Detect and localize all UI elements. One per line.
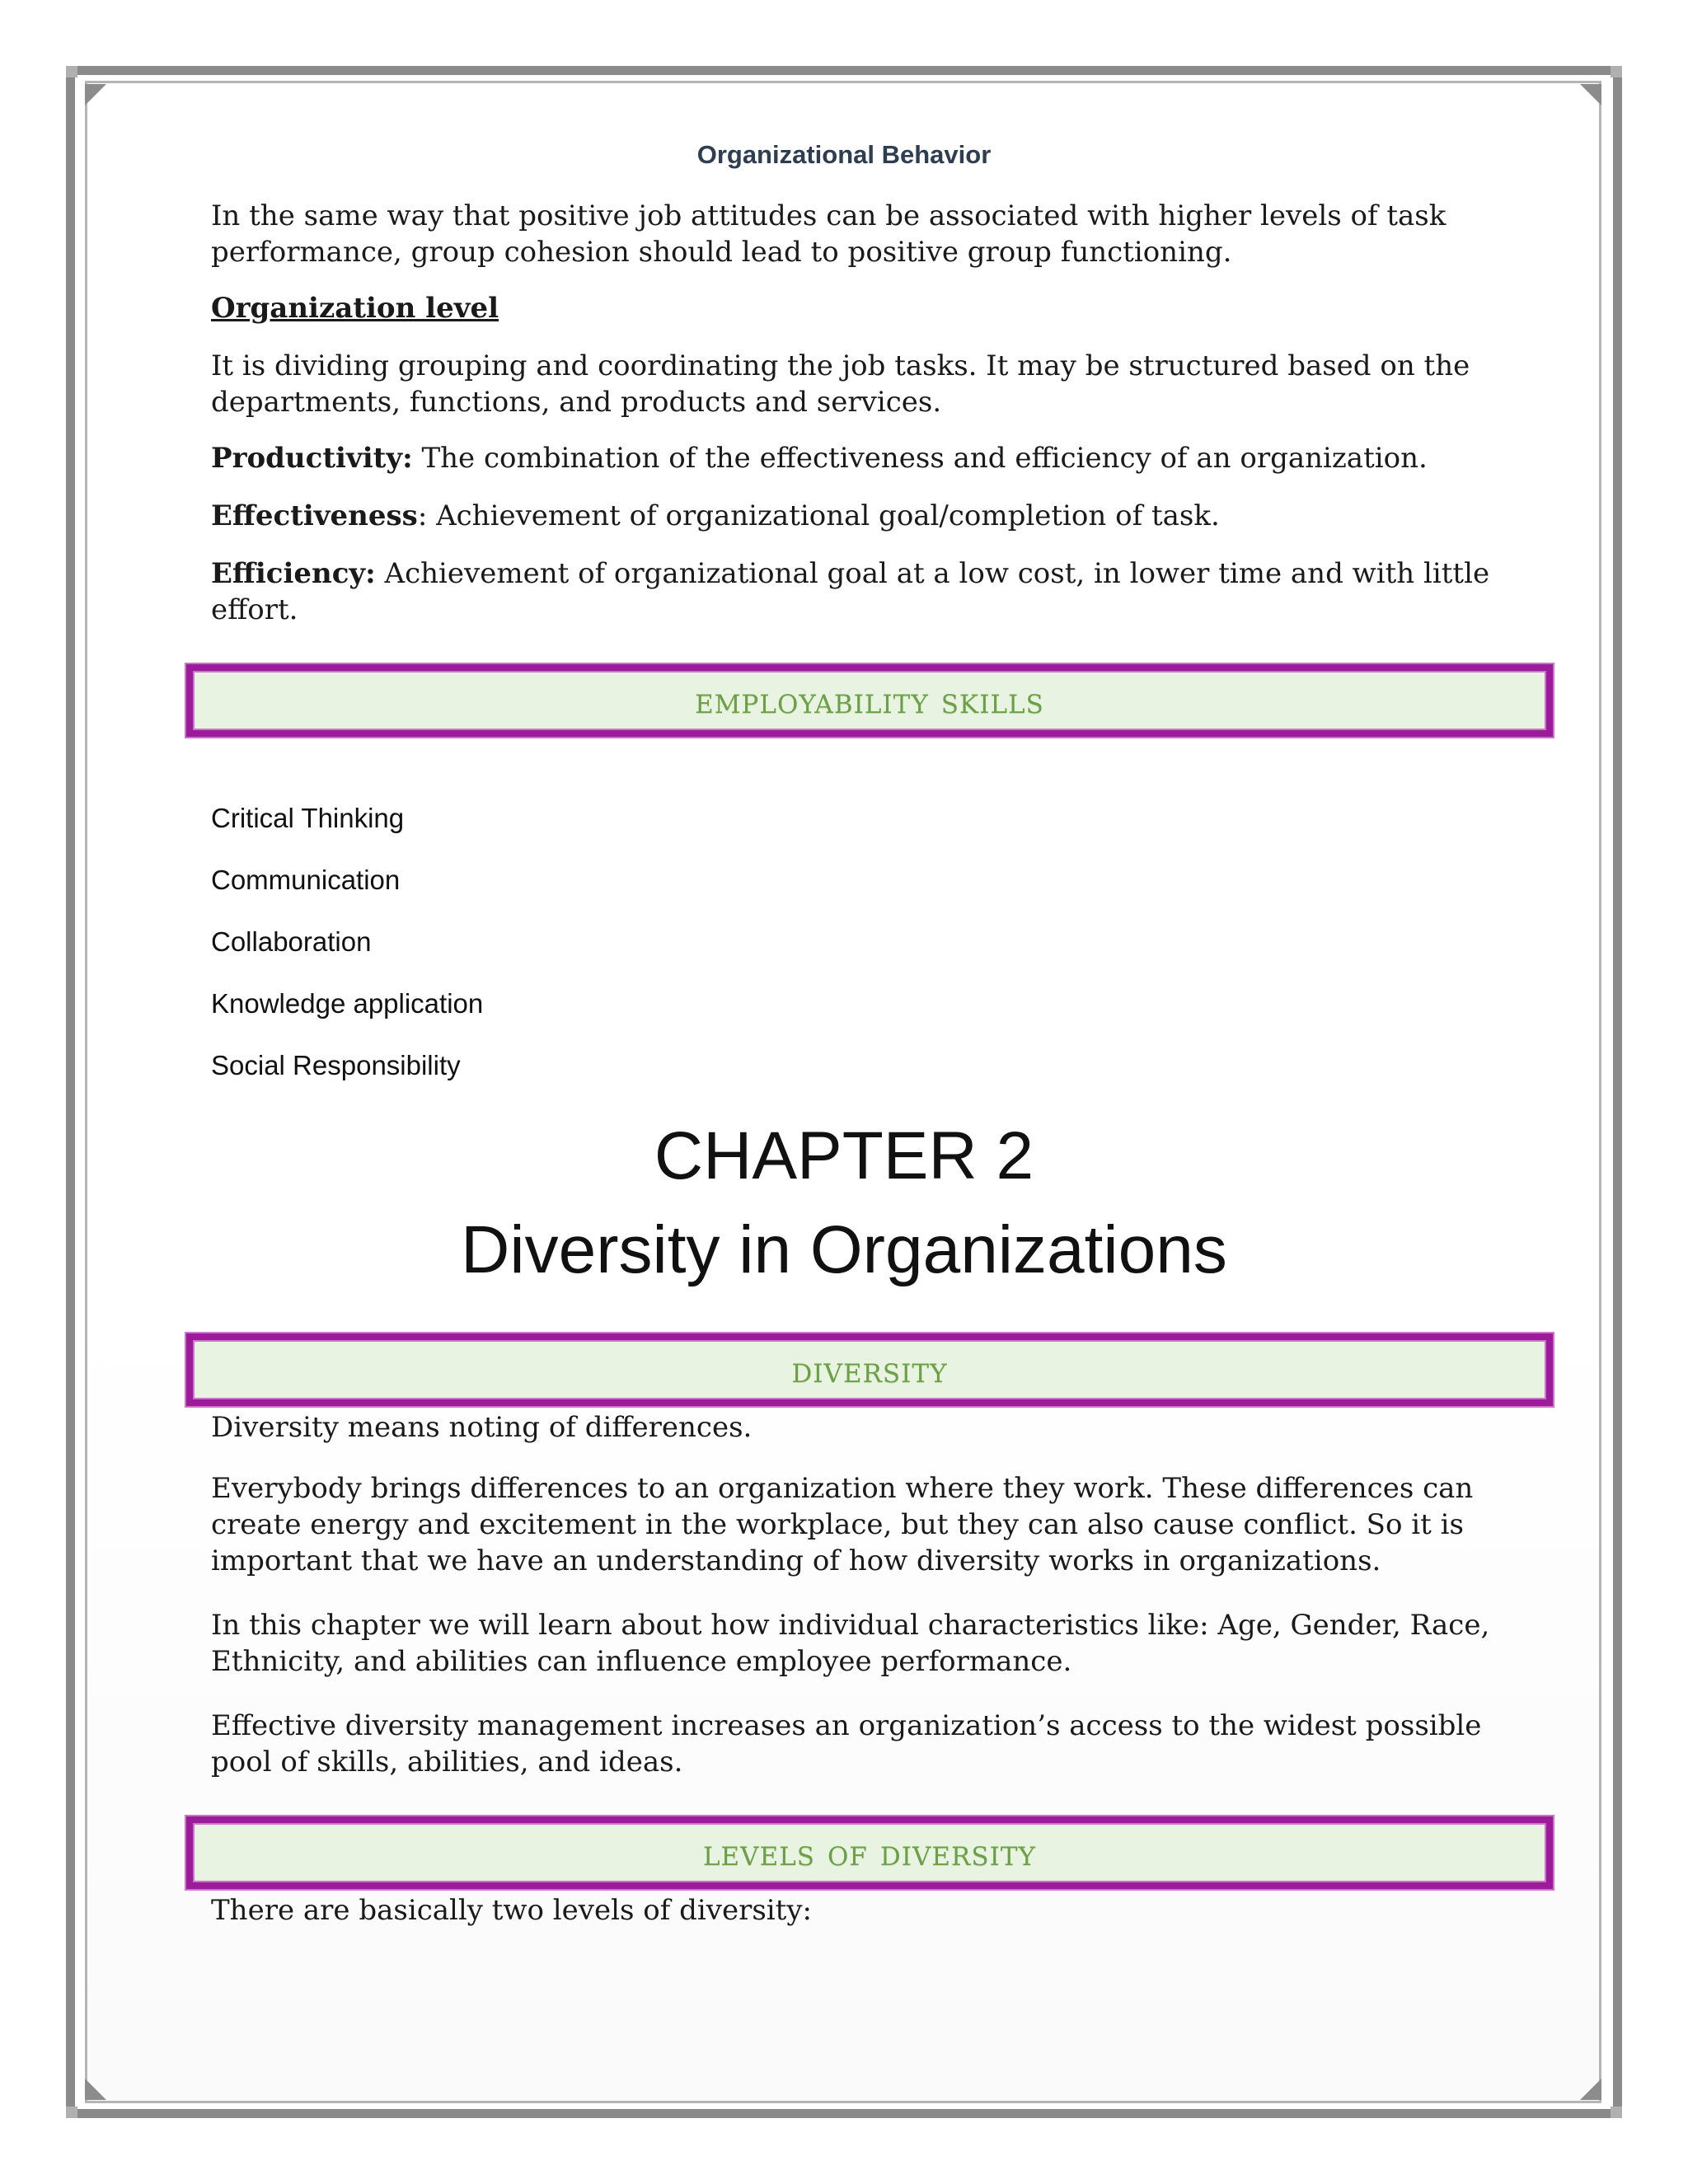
running-header: Organizational Behavior xyxy=(696,140,992,169)
term-text: Achievement of organizational goal at a low cost, in lower time and with little effort. xyxy=(211,557,1490,626)
corner-triangle xyxy=(85,2079,106,2100)
term-effectiveness xyxy=(211,498,1530,534)
banner-title: employability skills xyxy=(695,679,1044,722)
corner-ornament xyxy=(66,2107,77,2118)
banner-title: levels of diversity xyxy=(702,1831,1037,1874)
term-label: Effectiveness xyxy=(211,499,418,532)
diversity-paragraph: Everybody brings differences to an organization where they work. These differences can create energy and excitement in the workplace, but they can also cause conflict. So it is important that we have an understanding of how diversity works in organizations. xyxy=(211,1472,1474,1577)
banner-title: diversity xyxy=(791,1348,948,1391)
levels-banner xyxy=(186,1816,1553,1889)
corner-triangle xyxy=(1580,84,1601,105)
corner-ornament xyxy=(1611,2107,1622,2118)
section-heading xyxy=(211,290,1530,326)
corner-ornament xyxy=(66,66,77,77)
corner-triangle xyxy=(1580,2079,1601,2100)
org-level-definition: It is dividing grouping and coordinating the job tasks. It may be structured based on the departments, functions, and products and services. xyxy=(211,349,1470,419)
chapter-number: CHAPTER 2 xyxy=(654,1118,1034,1193)
term-efficiency xyxy=(211,555,1530,628)
term-productivity xyxy=(211,440,1530,476)
term-text: : Achievement of organizational goal/completion of task. xyxy=(417,499,1220,532)
term-label: Efficiency: xyxy=(211,557,376,590)
corner-ornament xyxy=(1611,66,1622,77)
chapter-title: Diversity in Organizations xyxy=(461,1212,1227,1287)
skill-item: Knowledge application xyxy=(211,988,484,1019)
diversity-paragraph: Effective diversity management increases an organization’s access to the widest possible pool of skills, abilities, and ideas. xyxy=(211,1709,1482,1779)
diversity-paragraph: In this chapter we will learn about how individual characteristics like: Age, Gender, Race, Ethnicity, and abilities can influence employee performance. xyxy=(211,1609,1490,1678)
intro-paragraph: In the same way that positive job attitudes can be associated with higher levels of task performance, group cohesion should lead to positive group functioning. xyxy=(211,199,1447,269)
skill-item: Communication xyxy=(211,865,401,895)
diversity-banner xyxy=(186,1333,1553,1406)
term-label: Productivity: xyxy=(211,442,413,475)
diversity-paragraph: Diversity means noting of differences. xyxy=(211,1411,753,1444)
corner-triangle xyxy=(85,84,106,105)
skill-item: Critical Thinking xyxy=(211,803,405,833)
skill-item: Social Responsibility xyxy=(211,1050,461,1080)
skill-item: Collaboration xyxy=(211,926,372,957)
employability-banner xyxy=(186,664,1553,737)
org-level-heading: Organization level xyxy=(211,292,499,325)
term-text: The combination of the effectiveness and efficiency of an organization. xyxy=(412,442,1428,475)
levels-intro: There are basically two levels of diversity: xyxy=(211,1894,812,1927)
